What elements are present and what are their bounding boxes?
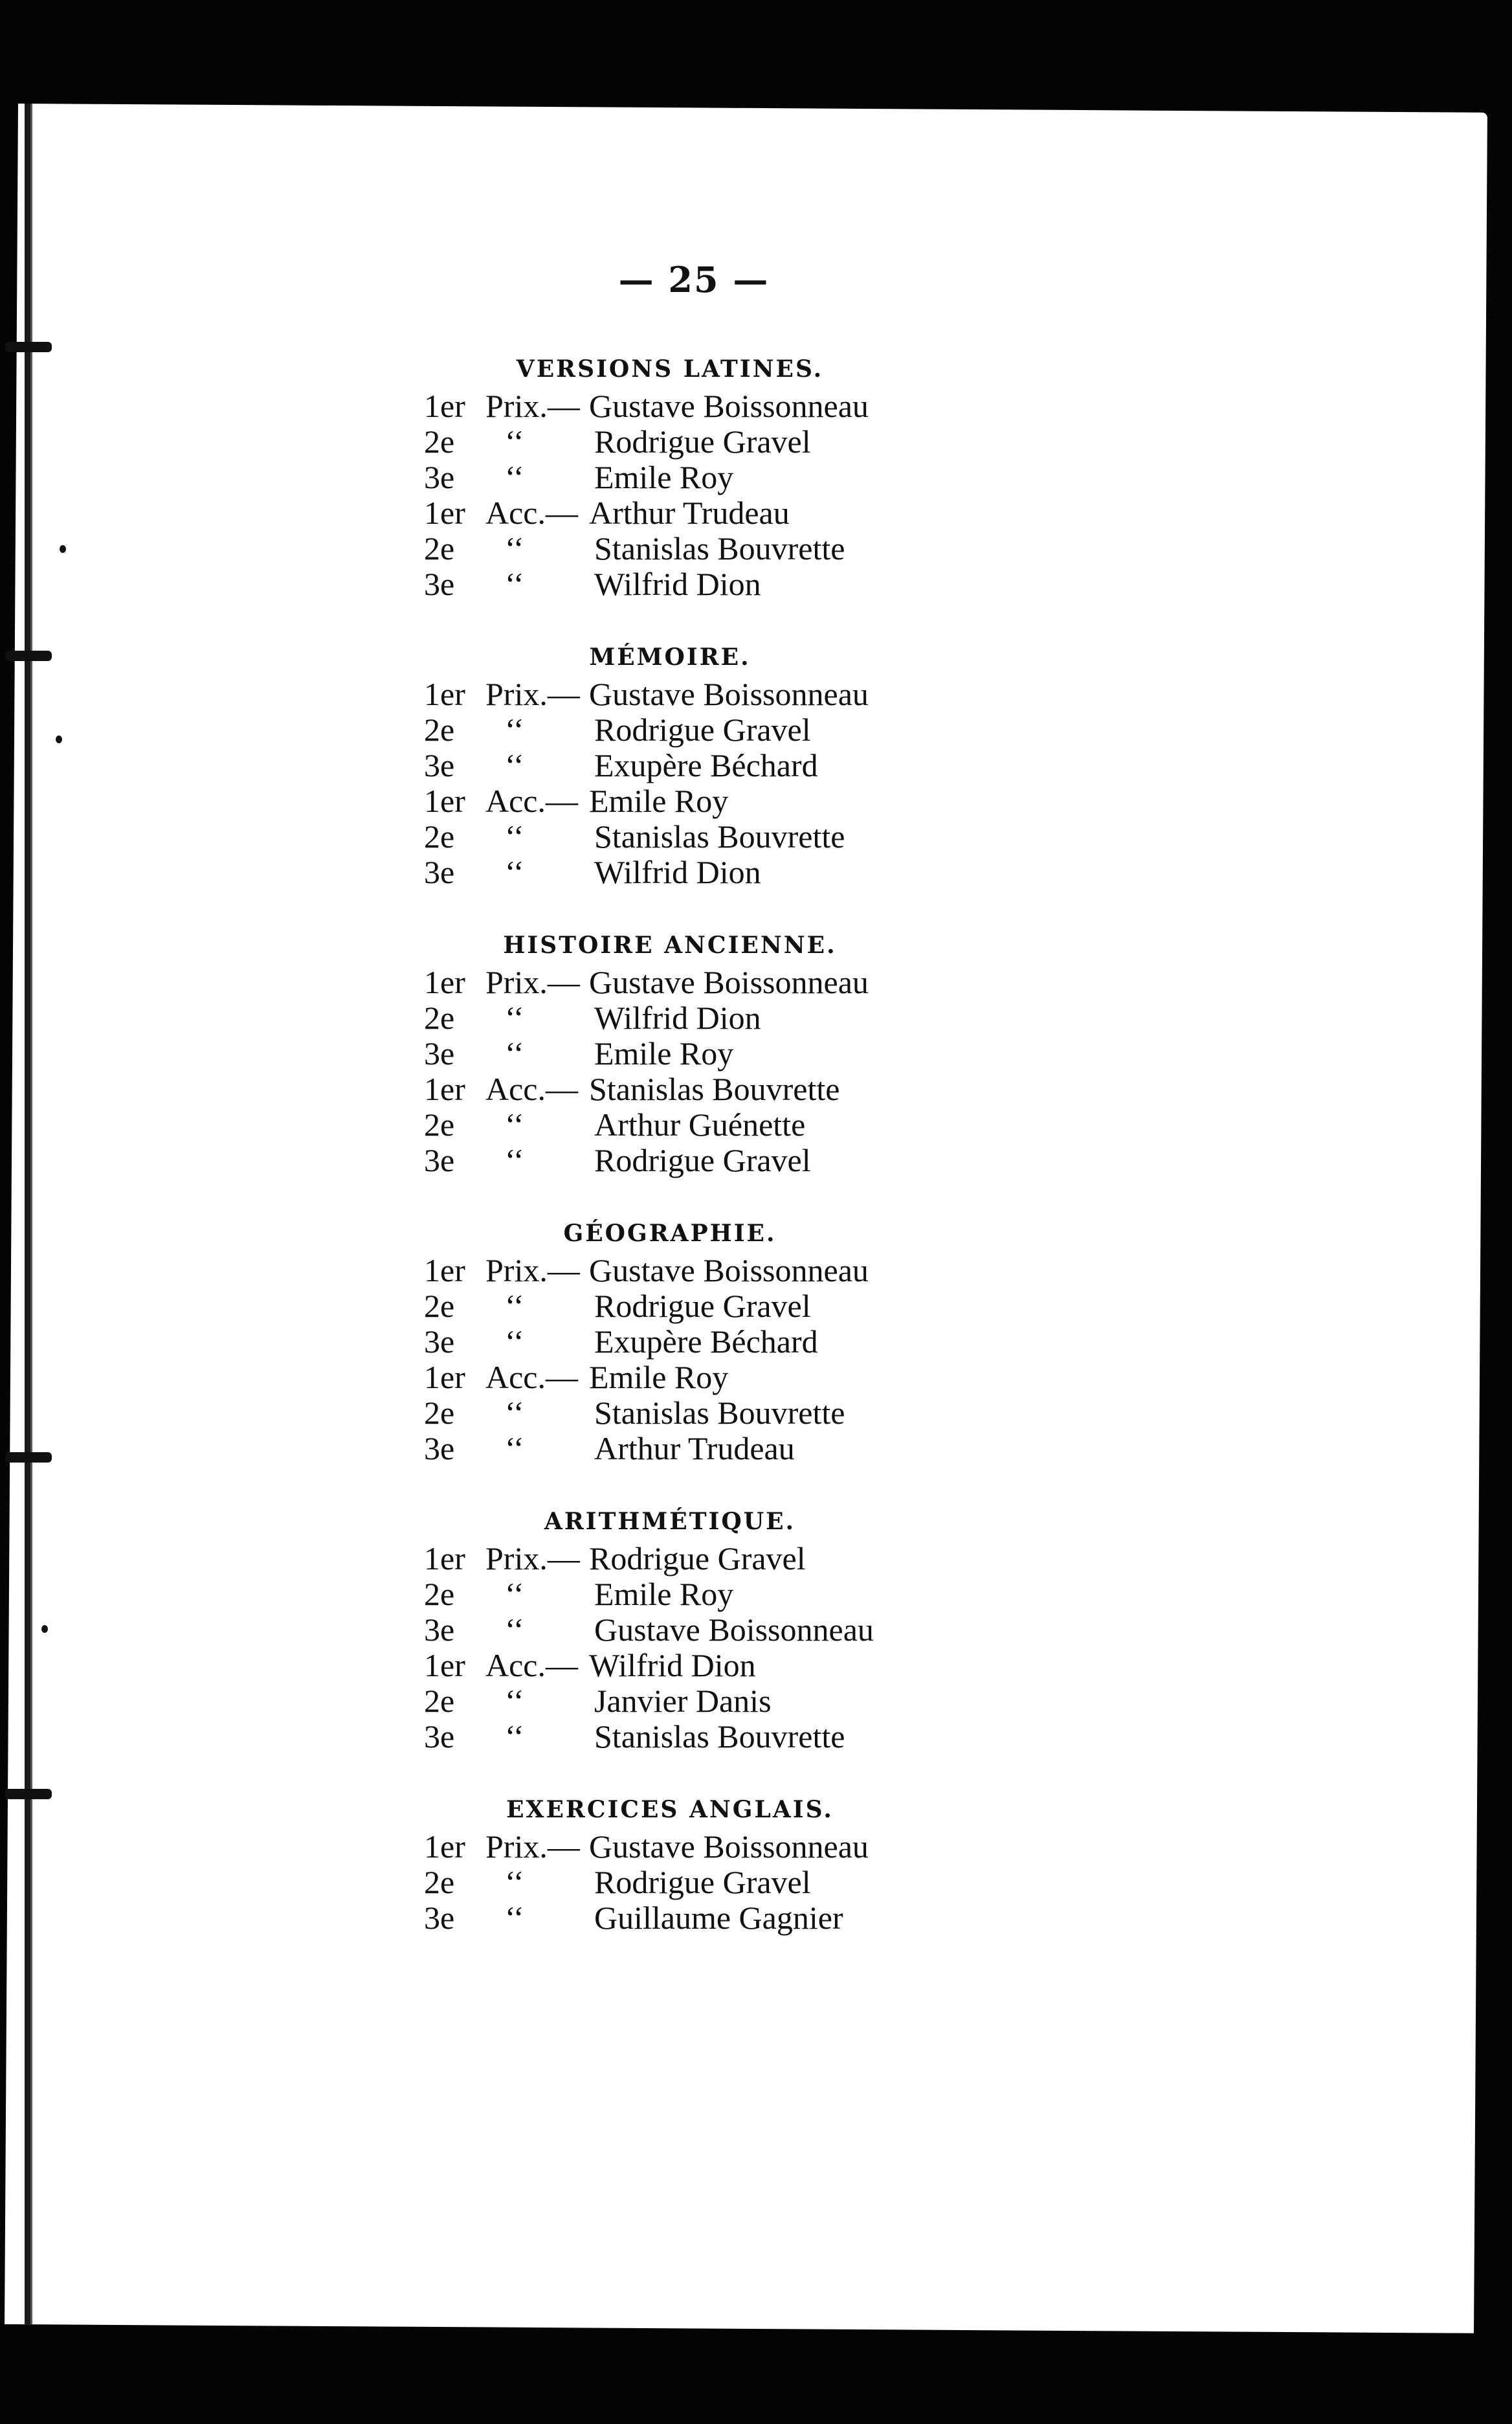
student-name: Rodrigue Gravel — [594, 1142, 811, 1178]
student-name: Arthur Trudeau — [589, 495, 790, 531]
rank: 2e — [424, 1288, 455, 1324]
ditto-mark: ‘‘ — [505, 1035, 524, 1072]
ditto-mark: ‘‘ — [505, 1576, 524, 1612]
student-name: Stanislas Bouvrette — [594, 818, 845, 855]
list-item — [424, 783, 916, 819]
list-item — [424, 495, 916, 531]
ditto-mark: ‘‘ — [505, 1718, 524, 1755]
rank: 1er — [424, 1647, 465, 1683]
student-name: Gustave Boissonneau — [594, 1611, 874, 1648]
ditto-mark: ‘‘ — [505, 1395, 524, 1431]
ditto-mark: ‘‘ — [505, 1683, 524, 1719]
list-item — [424, 748, 916, 783]
award-type: Acc.— — [485, 1359, 578, 1395]
section-heading: GÉOGRAPHIE. — [563, 1220, 777, 1247]
list-item — [424, 1612, 916, 1648]
rank: 2e — [424, 1864, 455, 1900]
student-name: Emile Roy — [589, 1359, 729, 1395]
student-name: Rodrigue Gravel — [589, 1540, 806, 1577]
rank: 3e — [424, 1323, 455, 1360]
award-type: Acc.— — [485, 1647, 578, 1683]
student-name: Janvier Danis — [594, 1683, 772, 1719]
ditto-mark: ‘‘ — [505, 566, 524, 602]
student-name: Gustave Boissonneau — [589, 1828, 869, 1865]
student-name: Stanislas Bouvrette — [594, 530, 845, 567]
award-type: Acc.— — [485, 495, 578, 531]
section-heading: HISTOIRE ANCIENNE. — [503, 932, 837, 959]
list-item — [424, 1288, 916, 1324]
rank: 2e — [424, 712, 455, 748]
list-item — [424, 1648, 916, 1683]
ditto-mark: ‘‘ — [505, 530, 524, 567]
binding-stitch — [5, 342, 52, 352]
list-item — [424, 1431, 916, 1466]
student-name: Gustave Boissonneau — [589, 676, 869, 712]
section-heading: ARITHMÉTIQUE. — [544, 1508, 796, 1535]
section-arithmetique — [424, 1502, 916, 1755]
rank: 3e — [424, 1611, 455, 1648]
rank: 1er — [424, 495, 465, 531]
ditto-mark: ‘‘ — [505, 854, 524, 890]
rank: 1er — [424, 1828, 465, 1865]
list-item — [424, 677, 916, 712]
list-item — [424, 1360, 916, 1395]
student-name: Wilfrid Dion — [594, 566, 761, 602]
page-number: — 25 — — [618, 259, 770, 300]
student-name: Stanislas Bouvrette — [594, 1395, 845, 1431]
ditto-mark: ‘‘ — [505, 1000, 524, 1036]
student-name: Rodrigue Gravel — [594, 712, 811, 748]
ditto-mark: ‘‘ — [505, 1142, 524, 1178]
list-item — [424, 1865, 916, 1900]
student-name: Rodrigue Gravel — [594, 1864, 811, 1900]
section-histoire-ancienne — [424, 926, 916, 1178]
binding-stitch — [5, 1789, 52, 1799]
list-item — [424, 567, 916, 602]
ditto-mark: ‘‘ — [505, 1864, 524, 1900]
award-type: Prix.— — [485, 676, 580, 712]
rank: 1er — [424, 783, 465, 819]
student-name: Emile Roy — [594, 1035, 734, 1072]
rank: 2e — [424, 818, 455, 855]
list-item — [424, 819, 916, 855]
list-item — [424, 460, 916, 495]
rank: 2e — [424, 423, 455, 460]
scan-speck — [56, 735, 62, 743]
list-item — [424, 1107, 916, 1143]
award-type: Prix.— — [485, 388, 580, 424]
ditto-mark: ‘‘ — [505, 818, 524, 855]
rank: 3e — [424, 854, 455, 890]
student-name: Wilfrid Dion — [589, 1647, 756, 1683]
student-name: Stanislas Bouvrette — [589, 1071, 840, 1107]
rank: 1er — [424, 1252, 465, 1288]
ditto-mark: ‘‘ — [505, 423, 524, 460]
student-name: Emile Roy — [594, 459, 734, 495]
list-item — [424, 531, 916, 567]
list-item — [424, 712, 916, 748]
rank: 2e — [424, 530, 455, 567]
award-type: Prix.— — [485, 1540, 580, 1577]
rank: 3e — [424, 1142, 455, 1178]
award-type: Acc.— — [485, 1071, 578, 1107]
ditto-mark: ‘‘ — [505, 1106, 524, 1143]
student-name: Stanislas Bouvrette — [594, 1718, 845, 1755]
ditto-mark: ‘‘ — [505, 1900, 524, 1936]
section-heading: EXERCICES ANGLAIS. — [506, 1796, 834, 1823]
student-name: Arthur Guénette — [594, 1106, 806, 1143]
binding-spine — [25, 104, 32, 2324]
list-item — [424, 1577, 916, 1612]
list-item — [424, 1000, 916, 1036]
rank: 1er — [424, 1540, 465, 1577]
rank: 2e — [424, 1000, 455, 1036]
rank: 3e — [424, 1035, 455, 1072]
student-name: Emile Roy — [589, 783, 729, 819]
rank: 1er — [424, 388, 465, 424]
section-versions-latines — [424, 350, 916, 602]
student-name: Wilfrid Dion — [594, 1000, 761, 1036]
student-name: Exupère Béchard — [594, 747, 818, 783]
rank: 3e — [424, 566, 455, 602]
section-heading: MÉMOIRE. — [589, 644, 751, 671]
ditto-mark: ‘‘ — [505, 459, 524, 495]
ditto-mark: ‘‘ — [505, 1611, 524, 1648]
list-item — [424, 1541, 916, 1577]
list-item — [424, 1683, 916, 1719]
student-name: Wilfrid Dion — [594, 854, 761, 890]
student-name: Emile Roy — [594, 1576, 734, 1612]
list-item — [424, 1719, 916, 1755]
rank: 2e — [424, 1395, 455, 1431]
ditto-mark: ‘‘ — [505, 1430, 524, 1466]
student-name: Gustave Boissonneau — [589, 1252, 869, 1288]
list-item — [424, 424, 916, 460]
rank: 3e — [424, 459, 455, 495]
binding-stitch — [5, 651, 52, 661]
list-item — [424, 1253, 916, 1288]
student-name: Guillaume Gagnier — [594, 1900, 843, 1936]
award-type: Acc.— — [485, 783, 578, 819]
section-heading: VERSIONS LATINES. — [516, 355, 824, 383]
list-item — [424, 1036, 916, 1072]
student-name: Arthur Trudeau — [594, 1430, 795, 1466]
list-item — [424, 1143, 916, 1178]
rank: 2e — [424, 1683, 455, 1719]
section-geographie — [424, 1214, 916, 1466]
list-item — [424, 1900, 916, 1936]
list-item — [424, 388, 916, 424]
ditto-mark: ‘‘ — [505, 747, 524, 783]
student-name: Gustave Boissonneau — [589, 388, 869, 424]
rank: 1er — [424, 1359, 465, 1395]
list-item — [424, 1829, 916, 1865]
award-type: Prix.— — [485, 1828, 580, 1865]
list-item — [424, 965, 916, 1000]
rank: 1er — [424, 1071, 465, 1107]
list-item — [424, 1072, 916, 1107]
rank: 3e — [424, 747, 455, 783]
rank: 3e — [424, 1430, 455, 1466]
ditto-mark: ‘‘ — [505, 1323, 524, 1360]
rank: 3e — [424, 1900, 455, 1936]
scan-speck — [41, 1625, 48, 1633]
rank: 2e — [424, 1576, 455, 1612]
rank: 2e — [424, 1106, 455, 1143]
rank: 1er — [424, 676, 465, 712]
award-type: Prix.— — [485, 1252, 580, 1288]
scan-speck — [60, 545, 66, 553]
list-item — [424, 1324, 916, 1360]
list-item — [424, 855, 916, 890]
rank: 1er — [424, 964, 465, 1000]
section-memoire — [424, 638, 916, 890]
binding-stitch — [5, 1452, 52, 1463]
student-name: Gustave Boissonneau — [589, 964, 869, 1000]
student-name: Exupère Béchard — [594, 1323, 818, 1360]
ditto-mark: ‘‘ — [505, 712, 524, 748]
award-type: Prix.— — [485, 964, 580, 1000]
rank: 3e — [424, 1718, 455, 1755]
list-item — [424, 1395, 916, 1431]
student-name: Rodrigue Gravel — [594, 423, 811, 460]
section-exercices-anglais — [424, 1790, 916, 1936]
ditto-mark: ‘‘ — [505, 1288, 524, 1324]
student-name: Rodrigue Gravel — [594, 1288, 811, 1324]
